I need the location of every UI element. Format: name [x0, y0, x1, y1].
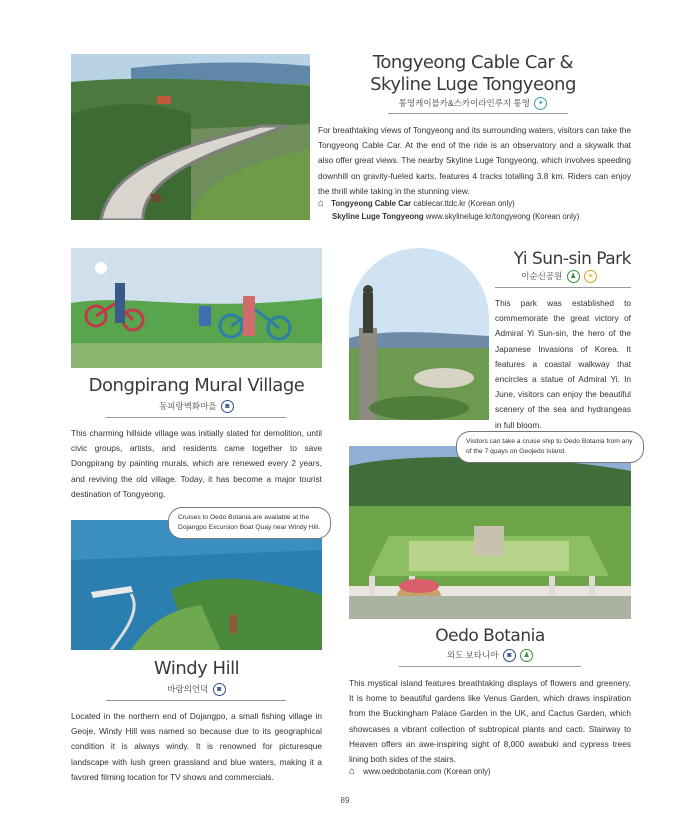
cable-car-title-line1: Tongyeong Cable Car &	[372, 52, 574, 73]
yi-sun-sin-korean-name	[495, 270, 597, 283]
dongpirang-description: This charming hillside village was initially slated for demolition, until civic groups, artists, and residents came together to save Dongpirang by painting murals, which are renewed every 2 years, and reviving the old village. Today, it has become a major tourist destination of Tongyeong.	[71, 428, 322, 499]
oedo-korean-name	[349, 649, 631, 662]
camera-icon: ◙	[503, 649, 516, 662]
yi-sun-sin-photo	[349, 248, 489, 420]
luge-photo	[71, 54, 310, 220]
yi-sun-sin-title: Yi Sun-sin Park	[513, 249, 631, 269]
activity-icon: ✦	[534, 97, 547, 110]
yi-sun-sin-divider	[495, 287, 631, 288]
windy-hill-callout-text: Cruises to Oedo Botania are available at the Dojangpo Excursion Boat Quay near Windy Hill.	[178, 514, 320, 531]
oedo-title: Oedo Botania	[435, 626, 545, 646]
cable-car-links	[318, 197, 631, 223]
oedo-korean-label: 외도 보타니아	[446, 650, 499, 660]
cable-car-korean-label: 통영케이블카&스카이라인루지 통영	[398, 98, 530, 108]
yi-sun-sin-description: This park was established to commemorate the great victory of Admiral Yi Sun-sin, the hero of the Japanese Invasions of Korea. It features a coastal walkway that encircles a statue of Admiral Yi. In June, visitors can enjoy the beautiful scenery of the sea and hydrangeas in full bloom.	[495, 298, 631, 430]
oedo-callout-text: Visitors can take a cruise ship to Oedo Botania from any of the 7 quays on Geojedo Island.	[466, 438, 633, 455]
cable-car-link-row[interactable]	[318, 197, 631, 210]
windy-hill-korean-label: 바람의언덕	[167, 684, 209, 694]
camera-icon: ◙	[221, 400, 234, 413]
windy-hill-callout	[168, 507, 331, 539]
cable-car-title	[318, 52, 628, 96]
dongpirang-korean-label: 동피랑벽화마을	[159, 401, 217, 411]
oedo-description: This mystical island features breathtaking displays of flowers and greenery. It is home to beautiful gardens like Venus Garden, which draws inspiration from the Buckingham Palace Garden in the UK, and Cactus Garden, which showcases a vibrant collection of subtropical plants and cacti. Stairway to Heaven offers an awe-inspiring sight of 8,000 awabuki and cypress trees lining both sides of the stairs.	[349, 678, 631, 765]
home-icon: ⌂	[318, 198, 325, 209]
dongpirang-divider	[106, 417, 286, 418]
page-number: 89	[340, 796, 350, 805]
windy-hill-photo	[71, 520, 322, 650]
sun-icon: ☀	[584, 270, 597, 283]
cable-car-link-name: Tongyeong Cable Car	[331, 199, 412, 208]
oedo-link-url[interactable]: www.oedobotania.com	[363, 767, 442, 776]
dongpirang-korean-name	[71, 400, 322, 413]
cable-car-description: For breathtaking views of Tongyeong and its surrounding waters, visitors can take the Tongyeong Cable Car. At the end of the ride is an observatory and a skywalk that also offer great views. The nearby Skyline Luge Tongyeong, which involves speeding downhill on gravity-fueled karts, features 4 tracks totalling 3.8 km. Riders can enjoy the thrill while taking in the stunning view.	[318, 125, 631, 196]
oedo-photo	[349, 446, 631, 619]
cable-car-divider	[388, 113, 568, 114]
windy-hill-description: Located in the northern end of Dojangpo, a small fishing village in Geoje, Windy Hill was named so because due to its geographical condition it is always windy. It is renowned for picturesque landscape with lush green grassland and blue waters, making it a favored filming location for TV shows and commercials.	[71, 711, 322, 782]
luge-link-name: Skyline Luge Tongyeong	[332, 212, 424, 221]
cable-car-korean-name	[318, 97, 628, 110]
walk-icon: ♟	[520, 649, 533, 662]
windy-hill-title: Windy Hill	[153, 658, 240, 679]
cable-car-link-url[interactable]: cablecar.ttdc.kr (Korean only)	[413, 199, 515, 208]
walk-icon: ♟	[567, 270, 580, 283]
yi-sun-sin-korean-label: 이순신공원	[521, 271, 563, 281]
mural-photo	[71, 248, 322, 368]
windy-hill-korean-name	[71, 683, 322, 696]
oedo-link-row[interactable]	[349, 764, 631, 779]
luge-link-url[interactable]: www.skylineluge.kr/tongyeong (Korean only)	[425, 212, 580, 221]
cable-car-title-line2: Skyline Luge Tongyeong	[370, 74, 576, 95]
home-icon: ⌂	[349, 766, 356, 777]
windy-hill-divider	[106, 700, 286, 701]
dongpirang-title: Dongpirang Mural Village	[88, 375, 305, 396]
oedo-callout	[456, 431, 644, 463]
camera-icon: ◙	[213, 683, 226, 696]
luge-link-row[interactable]	[318, 210, 631, 223]
oedo-divider	[399, 666, 581, 667]
oedo-link-note: (Korean only)	[443, 767, 491, 776]
